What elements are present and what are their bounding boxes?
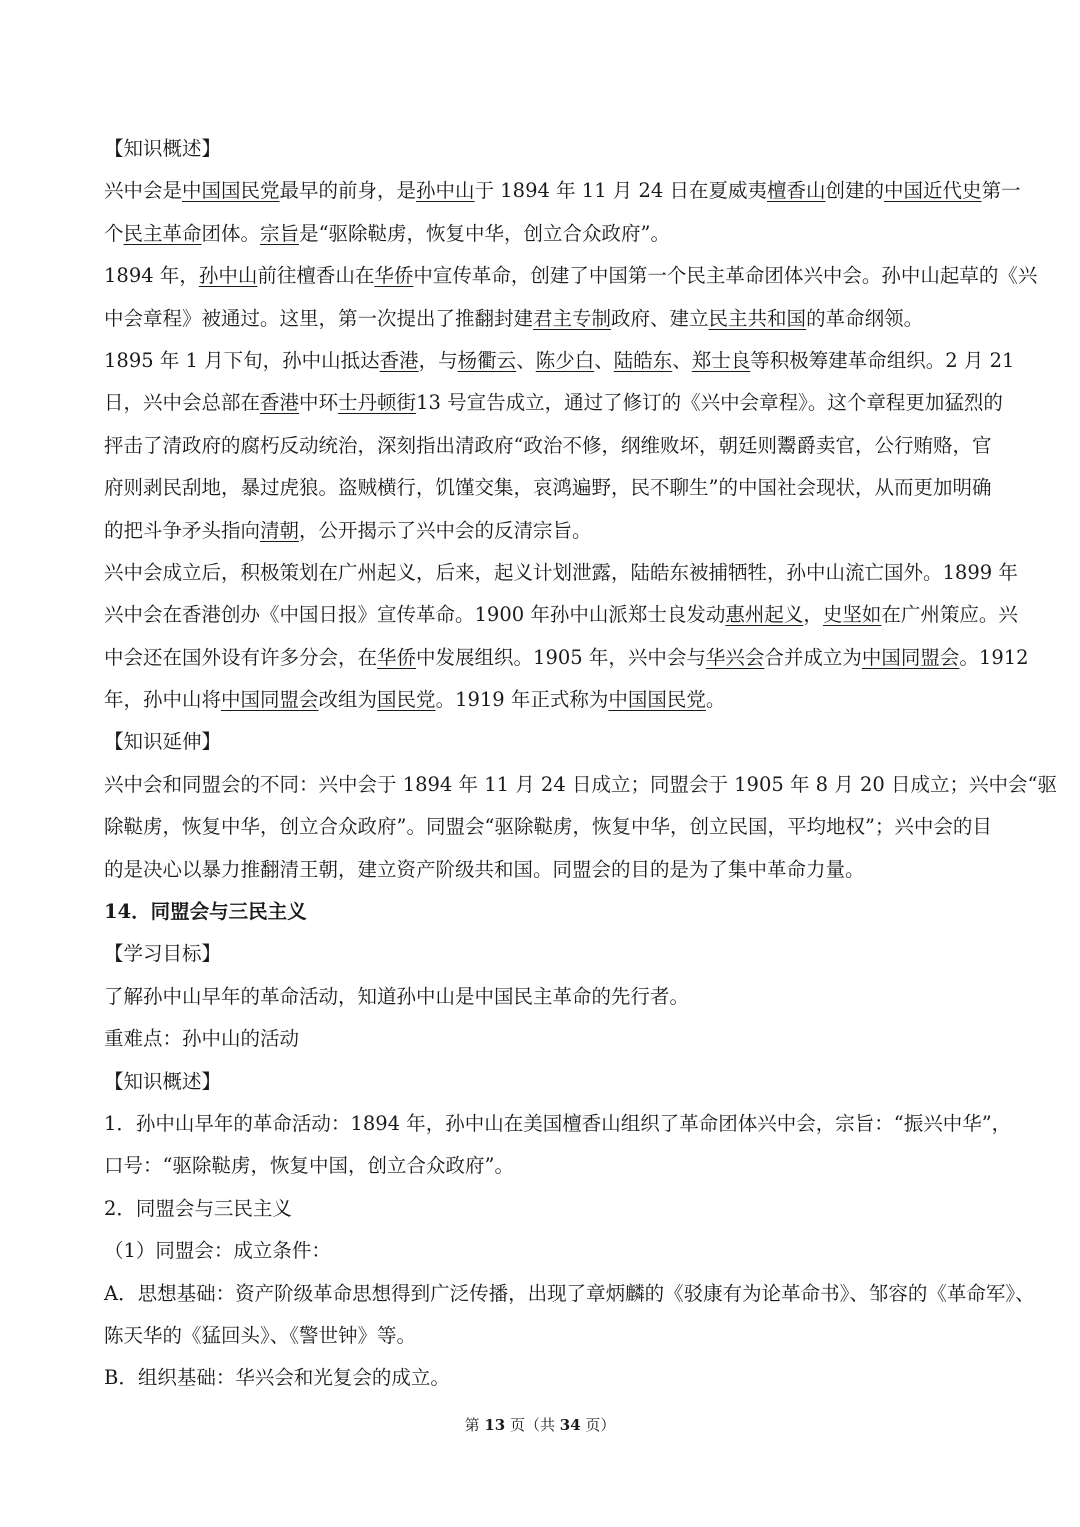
- text-segment: 兴中会成立后，积极策划在广州起义，后来，起义计划泄露，陆皓东被捕牺牲，孙中山流亡国外。1899 年: [104, 560, 1018, 584]
- text-segment: 的是决心以暴力推翻清王朝，建立资产阶级共和国。同盟会的目的是为了集中革命力量。: [104, 857, 865, 881]
- text-segment: 府则剥民刮地，暴过虎狼。盗贼横行，饥馑交集，哀鸿遍野，民不聊生”的中国社会现状，从而更加明确: [104, 476, 992, 500]
- text-segment: 等积极筹建革命组织。2 月 21: [750, 348, 1015, 372]
- paragraph-line: [104, 849, 978, 891]
- text-segment: ，公开揭示了兴中会的反清宗旨。: [299, 518, 592, 542]
- footer-suffix: 页）: [580, 1416, 616, 1434]
- paragraph-line: [104, 552, 1018, 594]
- section-heading: 【知识概述】: [104, 1069, 222, 1093]
- text-segment: 、: [516, 348, 536, 372]
- paragraph-line: [104, 1103, 1012, 1145]
- underlined-term: 华兴会: [705, 645, 765, 669]
- chapter-title: 14．同盟会与三民主义: [104, 900, 307, 924]
- paragraph-line: [104, 679, 978, 721]
- text-segment: 合并成立为: [764, 645, 862, 669]
- text-segment: 。: [705, 688, 726, 712]
- underlined-term: 檀香山: [767, 179, 826, 203]
- footer-middle: 页（共: [505, 1416, 560, 1434]
- text-segment: 中宣传革命，创建了中国第一个民主革命团体兴中会。孙中山起草的《兴: [413, 264, 1038, 288]
- text-segment: ，与: [418, 348, 458, 372]
- underlined-term: 郑士良: [691, 348, 751, 372]
- text-segment: （1）同盟会：成立条件：: [104, 1239, 331, 1263]
- underlined-term: 国民党: [377, 688, 436, 712]
- text-segment: 1894 年，: [104, 264, 199, 288]
- underlined-term: 中国国民党: [608, 688, 706, 712]
- paragraph-line: [104, 213, 978, 255]
- underlined-term: 惠州起义: [725, 603, 804, 627]
- text-segment: 13 号宣告成立，通过了修订的《兴中会章程》。这个章程更加猛烈的: [416, 391, 1003, 415]
- paragraph-line: [104, 594, 1018, 636]
- text-segment: 。1912: [959, 645, 1029, 669]
- text-segment: 1895 年 1 月下旬，孙中山抵达: [104, 348, 380, 372]
- text-segment: 第一: [981, 179, 1021, 203]
- section-heading: 【知识概述】: [104, 137, 222, 160]
- text-segment: 。1919 年正式称为: [435, 688, 609, 712]
- text-segment: 、: [672, 348, 692, 372]
- text-segment: 中会章程》被通过。这里，第一次提出了推翻封建: [104, 306, 534, 330]
- text-segment: 的革命纲领。: [806, 306, 924, 330]
- paragraph-line: [104, 298, 978, 340]
- paragraph-line: [104, 1188, 978, 1230]
- text-segment: 创建的: [825, 179, 885, 203]
- underlined-term: 中国同盟会: [221, 688, 319, 712]
- text-segment: 最早的前身，是: [279, 179, 417, 203]
- underlined-term: 陆皓东: [613, 348, 673, 372]
- paragraph-line: [104, 255, 1038, 297]
- underlined-term: 杨衢云: [457, 348, 517, 372]
- text-segment: 口号：“驱除鞑虏，恢复中国，创立合众政府”。: [104, 1154, 514, 1178]
- underlined-term: 宗旨: [260, 221, 300, 245]
- underlined-term: 华侨: [374, 264, 414, 288]
- text-segment: A．思想基础：资产阶级革命思想得到广泛传播，出现了章炳麟的《驳康有为论革命书》、邹容的《革命军》、: [104, 1281, 1035, 1305]
- underlined-term: 香港: [260, 391, 300, 415]
- paragraph-line: [104, 425, 992, 467]
- text-segment: 团体。: [201, 221, 261, 245]
- paragraph-line: [104, 1230, 978, 1272]
- underlined-term: 民主共和国: [708, 306, 807, 330]
- text-segment: 陈天华的《猛回头》、《警世钟》等。: [104, 1323, 417, 1347]
- text-segment: 1．孙中山早年的革命活动：1894 年，孙中山在美国檀香山组织了革命团体兴中会，宗旨：“振兴中华”，: [104, 1111, 1012, 1135]
- underlined-term: 民主革命: [123, 221, 202, 245]
- section-heading: 【知识延伸】: [104, 730, 222, 754]
- text-segment: 在广州策应。兴: [881, 603, 1018, 627]
- text-segment: 、: [594, 348, 614, 372]
- paragraph-line: [104, 467, 992, 509]
- text-segment: 除鞑虏，恢复中华，创立合众政府”。同盟会“驱除鞑虏，恢复中华，创立民国，平均地权”；兴中会的目: [104, 815, 992, 839]
- underlined-term: 清朝: [260, 518, 300, 542]
- text-segment: 日，兴中会总部在: [104, 391, 261, 415]
- text-segment: 是“驱除鞑虏，恢复中华，创立合众政府”。: [299, 221, 671, 245]
- paragraph-line: [104, 1018, 978, 1060]
- paragraph-line: [104, 510, 978, 552]
- document-body: [104, 128, 1057, 1400]
- footer-total-pages: 34: [559, 1416, 581, 1434]
- underlined-term: 士丹顿街: [338, 391, 417, 415]
- underlined-term: 史坚如: [822, 603, 882, 627]
- page-footer: [0, 1414, 1080, 1436]
- paragraph-line: [104, 1357, 978, 1399]
- underlined-term: 香港: [379, 348, 419, 372]
- paragraph-line: [104, 806, 992, 848]
- underlined-term: 孙中山: [198, 264, 258, 288]
- text-segment: 兴中会和同盟会的不同：兴中会于 1894 年 11 月 24 日成立；同盟会于 1905 年 8 月 20 日成立；兴中会“驱: [104, 772, 1057, 796]
- paragraph-line: [104, 340, 1015, 382]
- text-segment: B．组织基础：华兴会和光复会的成立。: [104, 1366, 450, 1390]
- text-segment: 个: [104, 221, 124, 245]
- section-heading: 【学习目标】: [104, 942, 222, 966]
- underlined-term: 中国同盟会: [861, 645, 960, 669]
- footer-prefix: 第: [464, 1416, 485, 1434]
- underlined-term: 中国国民党: [182, 179, 280, 203]
- text-segment: 抨击了清政府的腐朽反动统治，深刻指出清政府“政治不修，纲维败坏，朝廷则鬻爵卖官，公行贿赂，官: [104, 433, 992, 457]
- text-segment: 中会还在国外设有许多分会，在: [104, 645, 378, 669]
- text-segment: 中发展组织。1905 年，兴中会与: [416, 645, 706, 669]
- text-segment: 重难点：孙中山的活动: [104, 1027, 300, 1051]
- text-segment: 兴中会在香港创办《中国日报》宣传革命。1900 年孙中山派郑士良发动: [104, 603, 726, 627]
- text-segment: 年，孙中山将: [104, 688, 222, 712]
- text-segment: 政府、建立: [611, 306, 709, 330]
- text-segment: 于 1894 年 11 月 24 日在夏威夷: [474, 179, 768, 203]
- text-segment: 2．同盟会与三民主义: [104, 1196, 292, 1220]
- text-segment: 兴中会是: [104, 179, 183, 203]
- paragraph-line: [104, 637, 1029, 679]
- paragraph-line: [104, 1145, 978, 1187]
- paragraph-line: [104, 764, 1057, 806]
- underlined-term: 君主专制: [533, 306, 612, 330]
- underlined-term: 中国近代史: [884, 179, 982, 203]
- text-segment: 前往檀香山在: [257, 264, 375, 288]
- paragraph-line: [104, 1273, 1035, 1315]
- text-segment: 改组为: [318, 688, 378, 712]
- text-segment: 了解孙中山早年的革命活动，知道孙中山是中国民主革命的先行者。: [104, 984, 690, 1008]
- footer-page-number: 13: [484, 1416, 506, 1434]
- text-segment: ，: [803, 603, 823, 627]
- paragraph-line: [104, 382, 1003, 424]
- paragraph-line: [104, 170, 1021, 212]
- underlined-term: 陈少白: [535, 348, 595, 372]
- underlined-term: 华侨: [377, 645, 417, 669]
- underlined-term: 孙中山: [416, 179, 475, 203]
- paragraph-line: [104, 1315, 978, 1357]
- text-segment: 的把斗争矛头指向: [104, 518, 261, 542]
- paragraph-line: [104, 976, 978, 1018]
- text-segment: 中环: [299, 391, 339, 415]
